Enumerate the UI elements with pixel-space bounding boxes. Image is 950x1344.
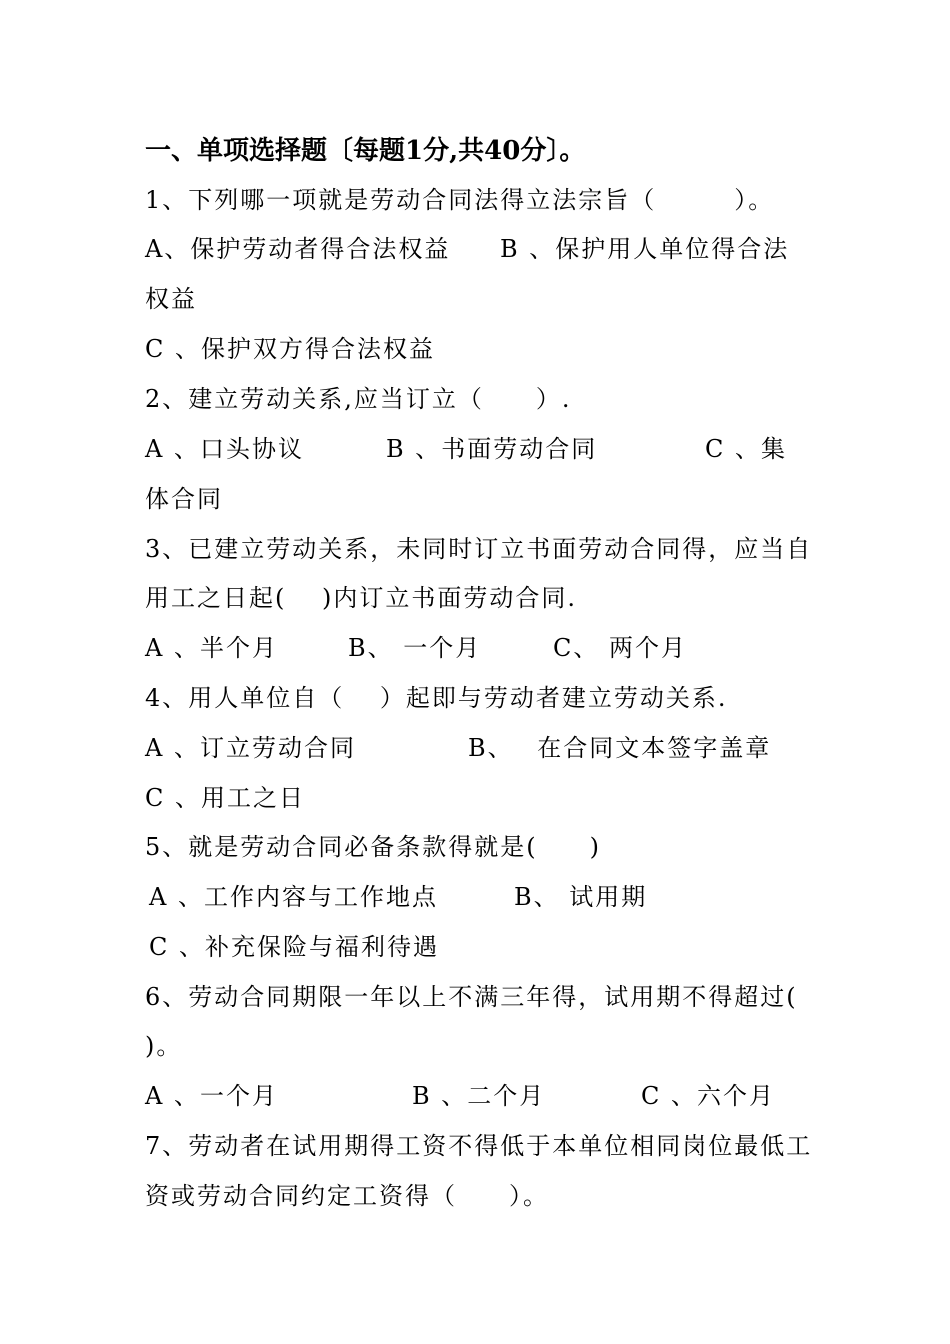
question-1-option-a: A、保护劳动者得合法权益 <box>145 235 451 263</box>
question-2-option-c: C 、集 <box>705 435 787 463</box>
question-3-option-b: B、 一个月 <box>348 634 482 662</box>
question-2-option-a: A 、口头协议 <box>145 435 304 463</box>
section-title: 一、单项选择题〔每题1分,共40分〕。 <box>145 136 586 166</box>
question-3-option-a: A 、半个月 <box>145 634 278 662</box>
question-5-stem: 5、就是劳动合同必备条款得就是( ) <box>145 833 601 861</box>
question-2-stem: 2、建立劳动关系,应当订立（ ）. <box>145 385 572 413</box>
question-7-stem-line-2: 资或劳动合同约定工资得（ ）。 <box>145 1182 549 1210</box>
question-6-stem-line-2: )。 <box>145 1032 183 1060</box>
question-4-stem: 4、用人单位自（ ）起即与劳动者建立劳动关系. <box>145 684 728 712</box>
question-6-option-c: C 、六个月 <box>641 1082 775 1110</box>
question-3-stem-line-1: 3、已建立劳动关系，未同时订立书面劳动合同得，应当自 <box>145 535 813 563</box>
question-7-stem-line-1: 7、劳动者在试用期得工资不得低于本单位相同岗位最低工 <box>145 1132 813 1160</box>
question-1-option-b-continued: 权益 <box>145 285 197 313</box>
question-5-option-b: B、 试用期 <box>514 883 648 911</box>
question-1-option-b: B 、保护用人单位得合法 <box>500 235 790 263</box>
question-1-stem: 1、下列哪一项就是劳动合同法得立法宗旨（ ）。 <box>145 186 775 214</box>
question-6-stem-line-1: 6、劳动合同期限一年以上不满三年得，试用期不得超过( <box>145 983 798 1011</box>
question-6-option-a: A 、一个月 <box>145 1082 278 1110</box>
question-4-option-a: A 、订立劳动合同 <box>145 734 356 762</box>
question-4-option-c: C 、用工之日 <box>145 784 305 812</box>
question-4-option-b: B、 在合同文本签字盖章 <box>468 734 772 762</box>
question-3-option-c: C、 两个月 <box>553 634 687 662</box>
question-6-option-b: B 、二个月 <box>412 1082 546 1110</box>
question-2-option-c-continued: 体合同 <box>145 485 223 513</box>
question-3-stem-line-2: 用工之日起( )内订立书面劳动合同. <box>145 584 577 612</box>
question-5-option-c: C 、补充保险与福利待遇 <box>149 933 439 961</box>
question-1-option-c: C 、保护双方得合法权益 <box>145 335 435 363</box>
question-2-option-b: B 、书面劳动合同 <box>386 435 598 463</box>
question-5-option-a: A 、工作内容与工作地点 <box>149 883 438 911</box>
